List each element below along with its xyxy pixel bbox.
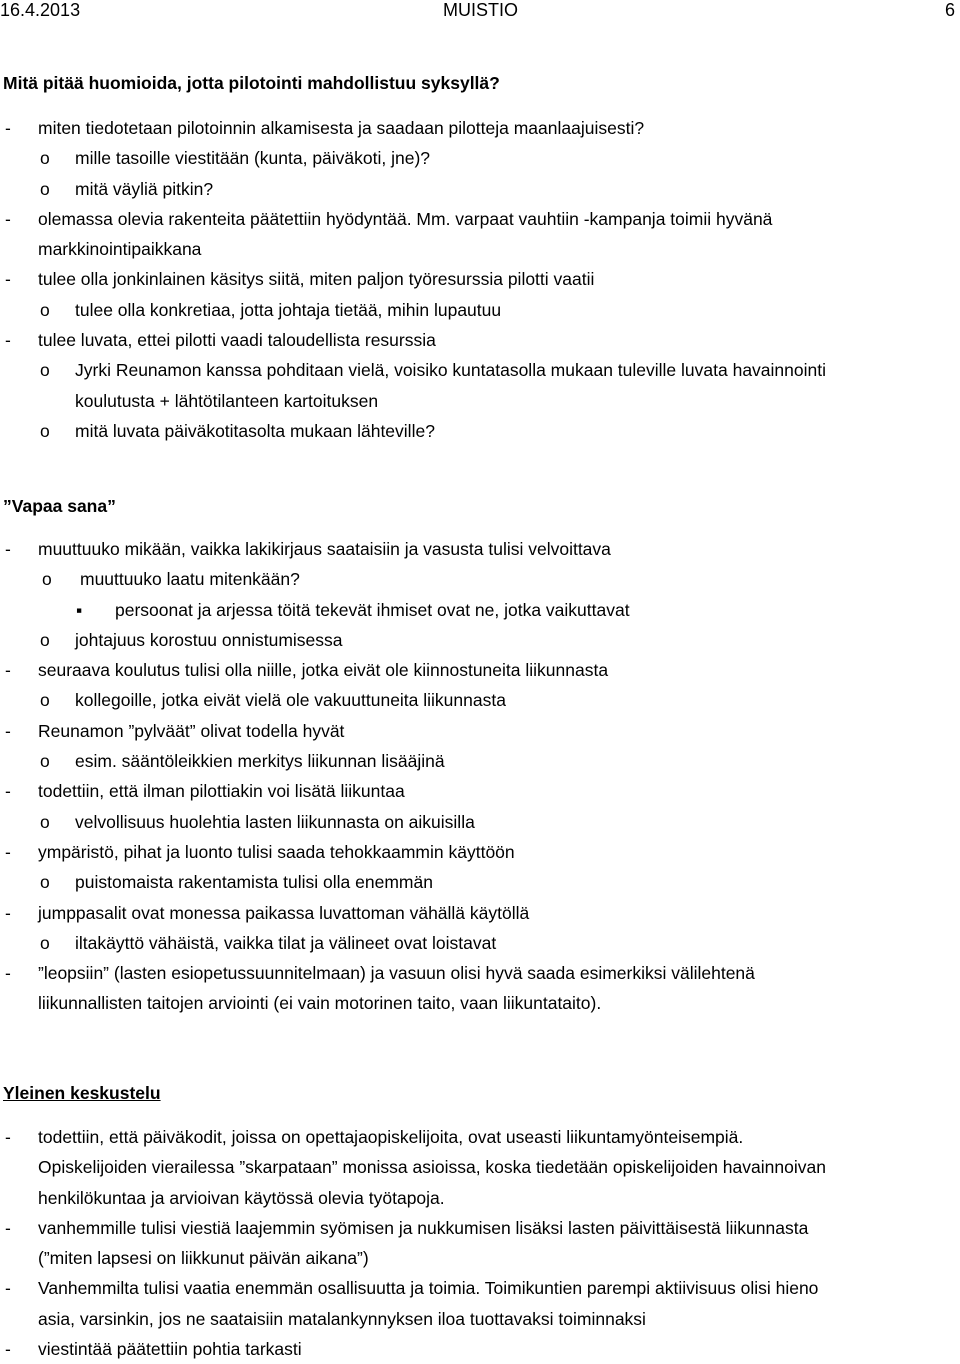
- list-item: o mitä väyliä pitkin?: [40, 178, 214, 199]
- list-item: - Reunamon ”pylväät” olivat todella hyvät: [5, 720, 345, 741]
- list-item: o velvollisuus huolehtia lasten liikunnasta on aikuisilla: [40, 811, 475, 832]
- list-item: henkilökuntaa ja arvioivan käytössä olevia työtapoja.: [38, 1187, 445, 1208]
- section1-list: [0, 113, 960, 446]
- list-item: - miten tiedotetaan pilotoinnin alkamisesta ja saadaan pilotteja maanlaajuisesti?: [5, 118, 645, 138]
- list-item: o iltakäyttö vähäistä, vaikka tilat ja välineet ovat loistavat: [40, 932, 497, 953]
- list-item: - tulee luvata, ettei pilotti vaadi taloudellista resurssia: [5, 330, 436, 351]
- list-item: - todettiin, että ilman pilottiakin voi lisätä liikuntaa: [5, 781, 405, 802]
- page-header: [0, 0, 960, 24]
- list-item: - ”leopsiin” (lasten esiopetussuunnitelmaan) ja vasuun olisi hyvä saada esimerkiksi välilehtenä: [5, 963, 755, 984]
- list-item: - vanhemmille tulisi viestiä laajemmin syömisen ja nukkumisen lisäksi lasten päivittäisestä liikunnasta: [5, 1217, 809, 1238]
- list-item: asia, varsinkin, jos ne saataisiin matalankynnyksen iloa tuottavaksi toiminnaksi: [38, 1308, 646, 1329]
- section2-list: [0, 534, 960, 1019]
- header-page-number: 6: [945, 0, 956, 20]
- list-item: o muuttuuko laatu mitenkään?: [42, 569, 300, 590]
- section-heading-yleinen-keskustelu: Yleinen keskustelu: [3, 1083, 161, 1103]
- square-bullet-icon: ▪: [76, 599, 83, 620]
- list-item: Opiskelijoiden vierailessa ”skarpataan” monissa asioissa, koska tiedetään opiskelijoiden havainnoivan: [38, 1157, 826, 1178]
- list-item: - todettiin, että päiväkodit, joissa on opettajaopiskelijoita, ovat useasti liikuntamyönteisempiä.: [5, 1127, 744, 1147]
- list-item: - tulee olla jonkinlainen käsitys siitä, miten paljon työresurssia pilotti vaatii: [5, 269, 595, 290]
- section3-list: [0, 1122, 960, 1364]
- header-date: 16.4.2013: [0, 0, 81, 20]
- list-item: o esim. sääntöleikkien merkitys liikunnan lisääjinä: [40, 751, 445, 772]
- list-item: o Jyrki Reunamon kanssa pohditaan vielä, voisiko kuntatasolla mukaan tuleville luvata havainnointi: [40, 360, 826, 381]
- list-item: - seuraava koulutus tulisi olla niille, jotka eivät ole kiinnostuneita liikunnasta: [5, 660, 609, 681]
- list-item: o mitä luvata päiväkotitasolta mukaan lähteville?: [40, 420, 435, 441]
- list-item: o tulee olla konkretiaa, jotta johtaja tietää, mihin lupautuu: [40, 299, 502, 320]
- list-item: liikunnallisten taitojen arviointi (ei vain motorinen taito, vaan liikuntataito).: [38, 993, 602, 1014]
- list-item: - jumppasalit ovat monessa paikassa luvattoman vähällä käytöllä: [5, 902, 530, 923]
- list-item: o mille tasoille viestitään (kunta, päiväkoti, jne)?: [40, 148, 431, 169]
- list-item: - viestintää päätettiin pohtia tarkasti: [5, 1339, 302, 1360]
- header-title: MUISTIO: [443, 0, 518, 20]
- list-item: - Vanhemmilta tulisi vaatia enemmän osallisuutta ja toimia. Toimikuntien parempi aktiivisuus olisi hieno: [5, 1278, 819, 1299]
- section-heading-vapaa-sana: ”Vapaa sana”: [3, 496, 116, 516]
- list-item: o kollegoille, jotka eivät vielä ole vakuuttuneita liikunnasta: [40, 690, 506, 711]
- list-item: - ympäristö, pihat ja luonto tulisi saada tehokkaammin käyttöön: [5, 841, 515, 862]
- list-item: koulutusta + lähtötilanteen kartoituksen: [75, 390, 379, 411]
- section-heading-pilot: Mitä pitää huomioida, jotta pilotointi mahdollistuu syksyllä?: [3, 73, 500, 93]
- list-item: ▪ persoonat ja arjessa töitä tekevät ihmiset ovat ne, jotka vaikuttavat: [0, 595, 960, 625]
- list-item: markkinointipaikkana: [38, 239, 202, 260]
- list-item: - muuttuuko mikään, vaikka lakikirjaus saataisiin ja vasusta tulisi velvoittava: [5, 539, 611, 559]
- list-item: (”miten lapsesi on liikkunut päivän aikana”): [38, 1248, 369, 1269]
- list-item: o johtajuus korostuu onnistumisessa: [40, 629, 343, 650]
- list-item: - olemassa olevia rakenteita päätettiin hyödyntää. Mm. varpaat vauhtiin -kampanja toimii hyvänä: [5, 208, 773, 229]
- list-item: o puistomaista rakentamista tulisi olla enemmän: [40, 872, 433, 893]
